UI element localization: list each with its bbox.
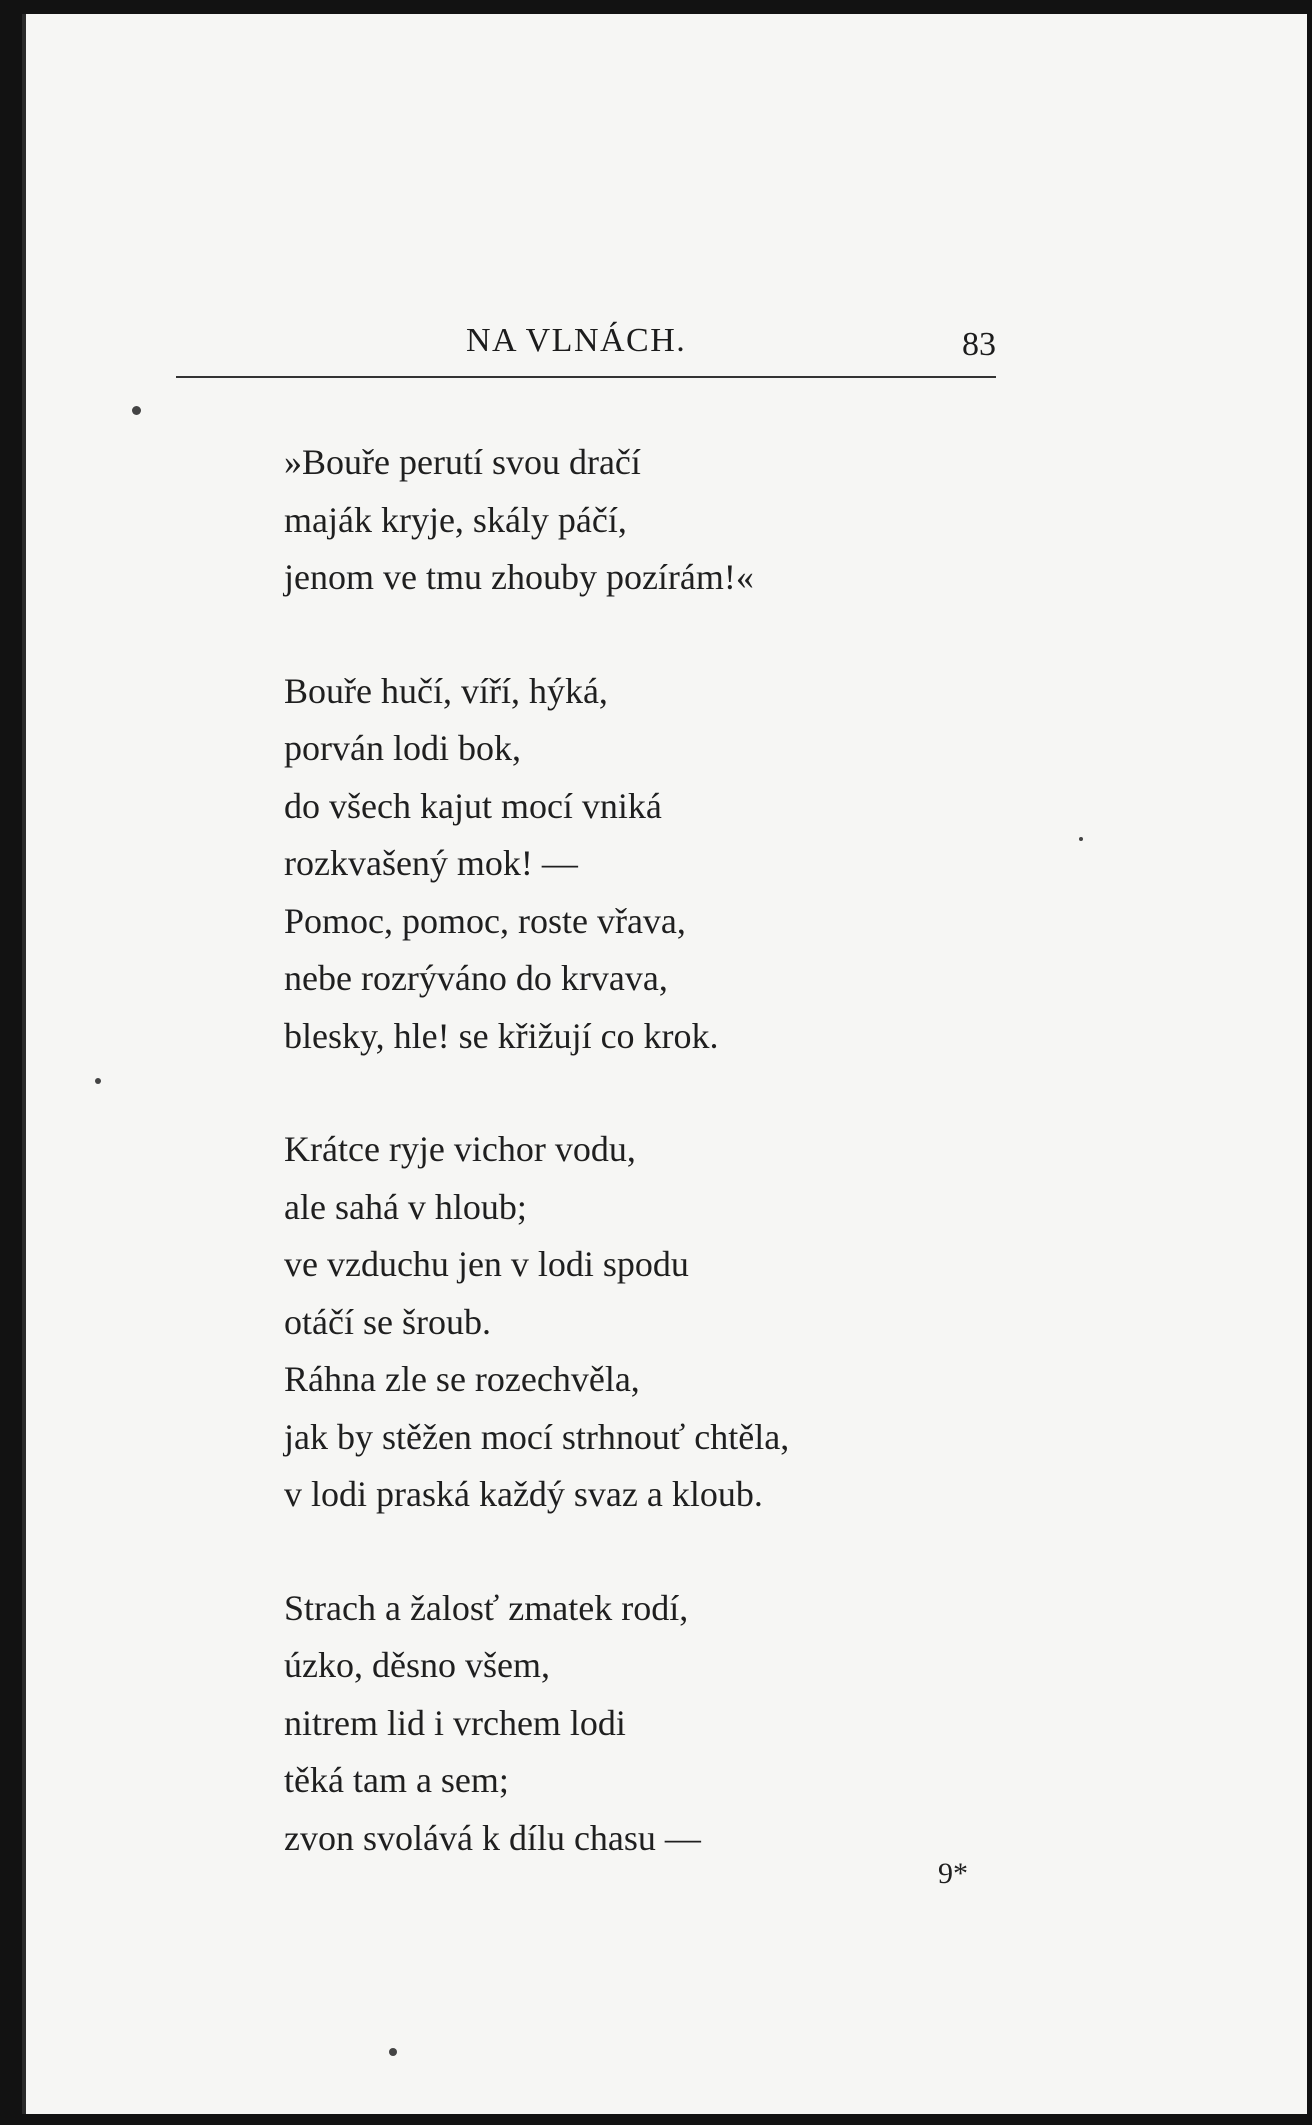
poem-line: otáčí se šroub. <box>284 1301 491 1342</box>
poem-line: do všech kajut mocí vniká <box>284 785 662 826</box>
poem-body <box>284 434 1184 1923</box>
running-title: NA VLNÁCH. <box>466 322 687 359</box>
scan-speck <box>132 406 141 415</box>
poem-line: »Bouře perutí svou dračí <box>284 442 641 482</box>
poem-line: jak by stěžen mocí strhnouť chtěla, <box>284 1416 790 1457</box>
poem-line: Strach a žalosť zmatek rodí, <box>284 1587 689 1628</box>
book-page <box>22 14 1307 2114</box>
poem-line: ale sahá v hloub; <box>284 1186 527 1227</box>
page-number: 83 <box>962 326 996 363</box>
poem-line: Pomoc, pomoc, roste vřava, <box>284 900 686 941</box>
stanza-3 <box>284 1121 1184 1524</box>
stanza-4 <box>284 1580 1184 1868</box>
poem-line: zvon svolává k dílu chasu — <box>284 1817 701 1858</box>
poem-line: nebe rozrýváno do krvava, <box>284 958 668 998</box>
page-header <box>176 322 996 382</box>
poem-line: v lodi praská každý svaz a kloub. <box>284 1474 763 1514</box>
poem-line: těká tam a sem; <box>284 1760 509 1800</box>
poem-line: porván lodi bok, <box>284 728 521 768</box>
poem-line: maják kryje, skály páčí, <box>284 499 627 540</box>
stanza-2 <box>284 663 1184 1066</box>
poem-line: blesky, hle! se křižují co krok. <box>284 1015 719 1056</box>
header-rule <box>176 376 996 378</box>
poem-line: Krátce ryje vichor vodu, <box>284 1129 636 1169</box>
poem-line: jenom ve tmu zhouby pozírám!« <box>284 557 754 597</box>
signature-mark: 9* <box>938 1857 968 1890</box>
stanza-1 <box>284 434 1184 607</box>
poem-line: nitrem lid i vrchem lodi <box>284 1702 626 1743</box>
poem-line: úzko, děsno všem, <box>284 1645 550 1685</box>
scan-speck <box>389 2048 397 2056</box>
scan-speck <box>1079 837 1083 841</box>
poem-line: Bouře hučí, víří, hýká, <box>284 670 608 711</box>
poem-line: Ráhna zle se rozechvěla, <box>284 1359 640 1399</box>
poem-line: ve vzduchu jen v lodi spodu <box>284 1244 689 1284</box>
poem-line: rozkvašený mok! — <box>284 843 578 883</box>
scan-speck <box>95 1078 101 1084</box>
